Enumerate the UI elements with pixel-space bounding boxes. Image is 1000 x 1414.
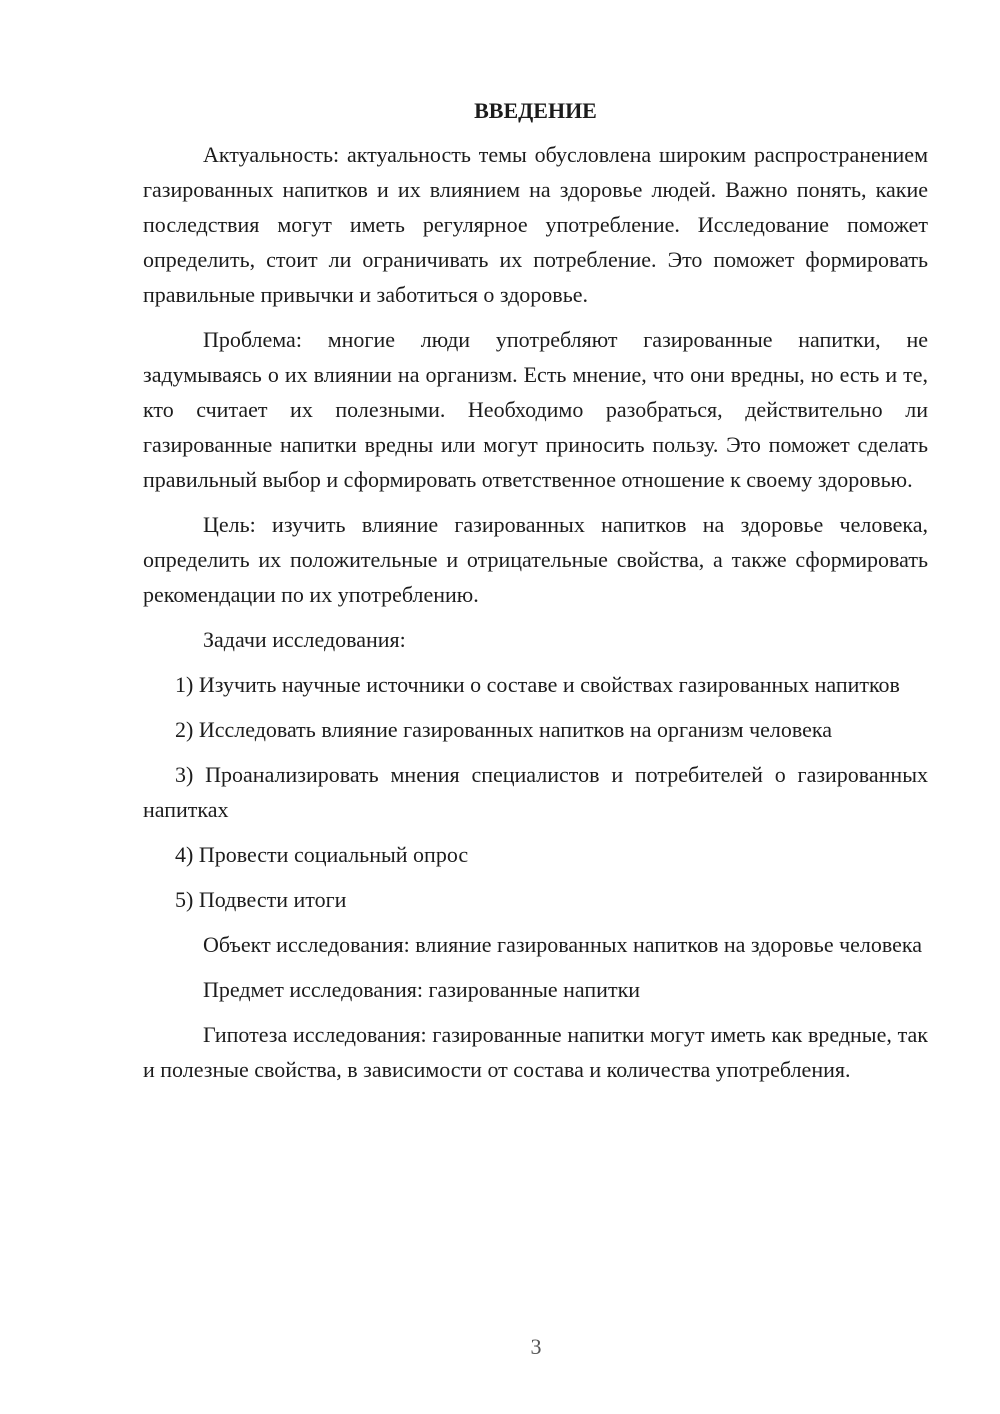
task-item-1: 1) Изучить научные источники о составе и свойствах газированных напитков <box>175 672 900 697</box>
goal-paragraph: Цель: изучить влияние газированных напитков на здоровье человека, определить их положительные и отрицательные свойства, а также сформировать рекомендации по их употреблению. <box>143 512 928 607</box>
subject-paragraph: Предмет исследования: газированные напитки <box>203 977 641 1002</box>
task-item-4: 4) Провести социальный опрос <box>175 842 469 867</box>
task-item-3: 3) Проанализировать мнения специалистов и потребителей о газированных напитках <box>143 762 928 822</box>
object-paragraph: Объект исследования: влияние газированных напитков на здоровье человека <box>203 932 923 957</box>
problem-paragraph: Проблема: многие люди употребляют газированные напитки, не задумываясь о их влиянии на организм. Есть мнение, что они вредны, но есть и те, кто считает их полезными. Необходимо разобраться, действительно ли газированные напитки вредны или могут приносить пользу. Это поможет сделать правильный выбор и сформировать ответственное отношение к своему здоровью. <box>143 327 928 492</box>
page-number: 3 <box>530 1334 542 1359</box>
tasks-title: Задачи исследования: <box>203 627 406 652</box>
page-body <box>143 96 928 1087</box>
hypothesis-paragraph: Гипотеза исследования: газированные напитки могут иметь как вредные, так и полезные свойства, в зависимости от состава и количества употребления. <box>143 1022 928 1082</box>
relevance-paragraph: Актуальность: актуальность темы обусловлена широким распространением газированных напитков и их влиянием на здоровье людей. Важно понять, какие последствия могут иметь регулярное употребление. Исследование поможет определить, стоит ли ограничивать их потребление. Это поможет формировать правильные привычки и заботиться о здоровье. <box>143 142 928 307</box>
section-heading: ВВЕДЕНИЕ <box>474 98 597 123</box>
task-item-2: 2) Исследовать влияние газированных напитков на организм человека <box>175 717 833 742</box>
task-item-5: 5) Подвести итоги <box>175 887 347 912</box>
